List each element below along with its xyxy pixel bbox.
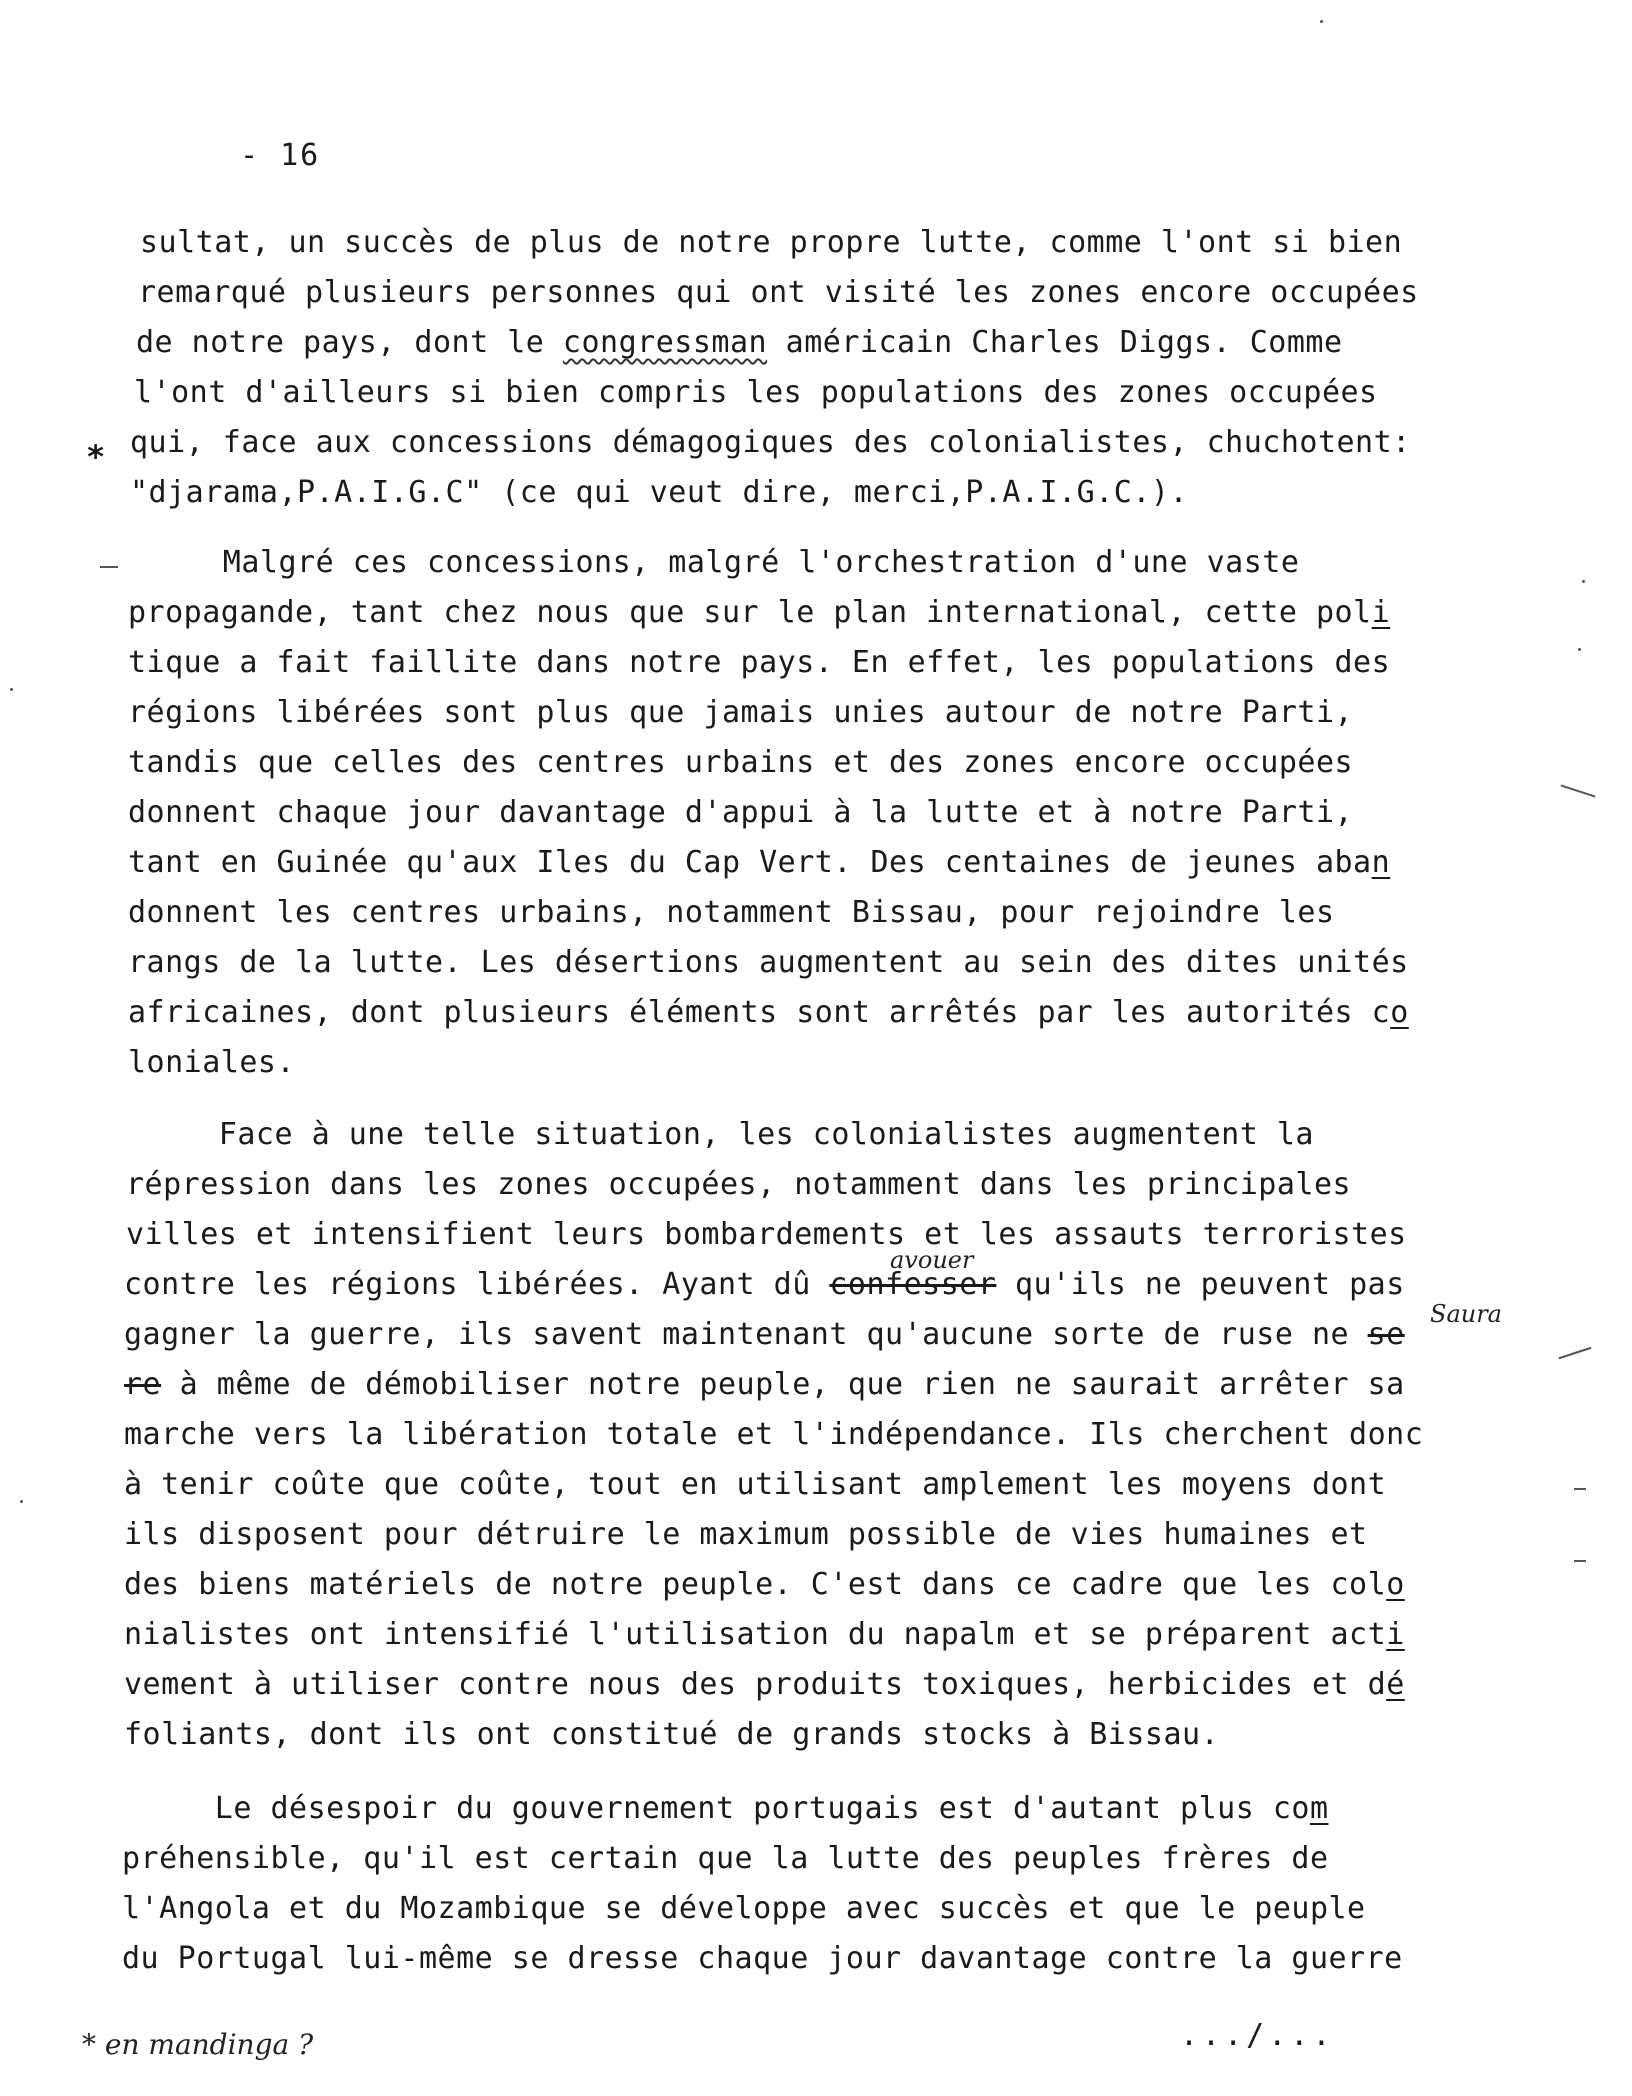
text-line: l'Angola et du Mozambique se développe avec succès et que le peuple xyxy=(122,1891,1366,1926)
text-line: l'ont d'ailleurs si bien compris les populations des zones occupées xyxy=(134,375,1378,410)
text-line: marche vers la libération totale et l'indépendance. Ils cherchent donc xyxy=(124,1417,1424,1452)
text-line: Malgré ces concessions, malgré l'orchestration d'une vaste xyxy=(130,545,1300,580)
text-line: donnent chaque jour davantage d'appui à la lutte et à notre Parti, xyxy=(128,795,1354,830)
scan-speck xyxy=(1578,648,1581,651)
underlined-word: congressman xyxy=(562,325,768,360)
margin-dash xyxy=(1574,1488,1586,1490)
margin-dash xyxy=(100,566,118,568)
text-line: loniales. xyxy=(128,1045,296,1080)
text-line: préhensible, qu'il est certain que la lutte des peuples frères de xyxy=(122,1841,1329,1876)
scan-speck xyxy=(1320,20,1323,23)
scan-speck xyxy=(10,688,13,691)
text-line: répression dans les zones occupées, notamment dans les principales xyxy=(126,1167,1352,1202)
text-line: tant en Guinée qu'aux Iles du Cap Vert. Des centaines de jeunes aban xyxy=(128,845,1391,880)
text-line: rangs de la lutte. Les désertions augmentent au sein des dites unités xyxy=(128,945,1409,980)
margin-dash xyxy=(1561,784,1596,797)
text-line: ils disposent pour détruire le maximum possible de vies humaines et xyxy=(124,1517,1368,1552)
text-line: foliants, dont ils ont constitué de grands stocks à Bissau. xyxy=(124,1717,1220,1752)
text-line: villes et intensifient leurs bombardements et les assauts terroristes xyxy=(126,1217,1407,1252)
text-line: re à même de démobiliser notre peuple, que rien ne saurait arrêter sa xyxy=(124,1367,1405,1402)
text-line: contre les régions libérées. Ayant dû confesser qu'ils ne peuvent pas xyxy=(124,1267,1405,1302)
margin-asterisk: * xyxy=(86,438,106,476)
page-number: - 16 xyxy=(240,138,321,173)
text-line: propagande, tant chez nous que sur le plan international, cette poli xyxy=(128,595,1391,630)
text-line: africaines, dont plusieurs éléments sont arrêtés par les autorités co xyxy=(128,995,1409,1030)
text-line: sultat, un succès de plus de notre propre lutte, comme l'ont si bien xyxy=(140,225,1403,260)
text-line: "djarama,P.A.I.G.C" (ce qui veut dire, merci,P.A.I.G.C.). xyxy=(130,475,1189,510)
handwritten-footnote: * en mandinga ? xyxy=(82,2028,314,2061)
text-line: Le désespoir du gouvernement portugais est d'autant plus com xyxy=(122,1791,1329,1826)
scan-speck xyxy=(1582,580,1585,583)
text-line: tandis que celles des centres urbains et des zones encore occupées xyxy=(128,745,1354,780)
handwritten-correction-saura: Saura xyxy=(1430,1300,1502,1328)
text-line: qui, face aux concessions démagogiques des colonialistes, chuchotent: xyxy=(130,425,1411,460)
text-line: tique a fait faillite dans notre pays. En effet, les populations des xyxy=(128,645,1391,680)
text-line: Face à une telle situation, les colonialistes augmentent la xyxy=(126,1117,1314,1152)
margin-dash xyxy=(1559,1347,1592,1359)
continuation-mark: .../... xyxy=(1180,2018,1335,2053)
text-line: donnent les centres urbains, notamment Bissau, pour rejoindre les xyxy=(128,895,1335,930)
text-line: des biens matériels de notre peuple. C'est dans ce cadre que les colo xyxy=(124,1567,1405,1602)
text-line: de notre pays, dont le congressman américain Charles Diggs. Comme xyxy=(136,325,1343,360)
struck-word: se xyxy=(1367,1317,1405,1352)
struck-word: confesser xyxy=(829,1267,997,1302)
text-line: du Portugal lui-même se dresse chaque jour davantage contre la guerre xyxy=(122,1941,1403,1976)
text-line: régions libérées sont plus que jamais unies autour de notre Parti, xyxy=(128,695,1354,730)
text-line: gagner la guerre, ils savent maintenant qu'aucune sorte de ruse ne se xyxy=(124,1317,1405,1352)
text-line: à tenir coûte que coûte, tout en utilisant amplement les moyens dont xyxy=(124,1467,1387,1502)
margin-dash xyxy=(1574,1560,1586,1562)
text-line: vement à utiliser contre nous des produits toxiques, herbicides et dé xyxy=(124,1667,1405,1702)
text-line: remarqué plusieurs personnes qui ont visité les zones encore occupées xyxy=(138,275,1419,310)
scan-speck xyxy=(20,1500,23,1503)
struck-word: re xyxy=(124,1367,162,1402)
text-line: nialistes ont intensifié l'utilisation du napalm et se préparent acti xyxy=(124,1617,1405,1652)
handwritten-correction-avouer: avouer xyxy=(890,1246,974,1274)
